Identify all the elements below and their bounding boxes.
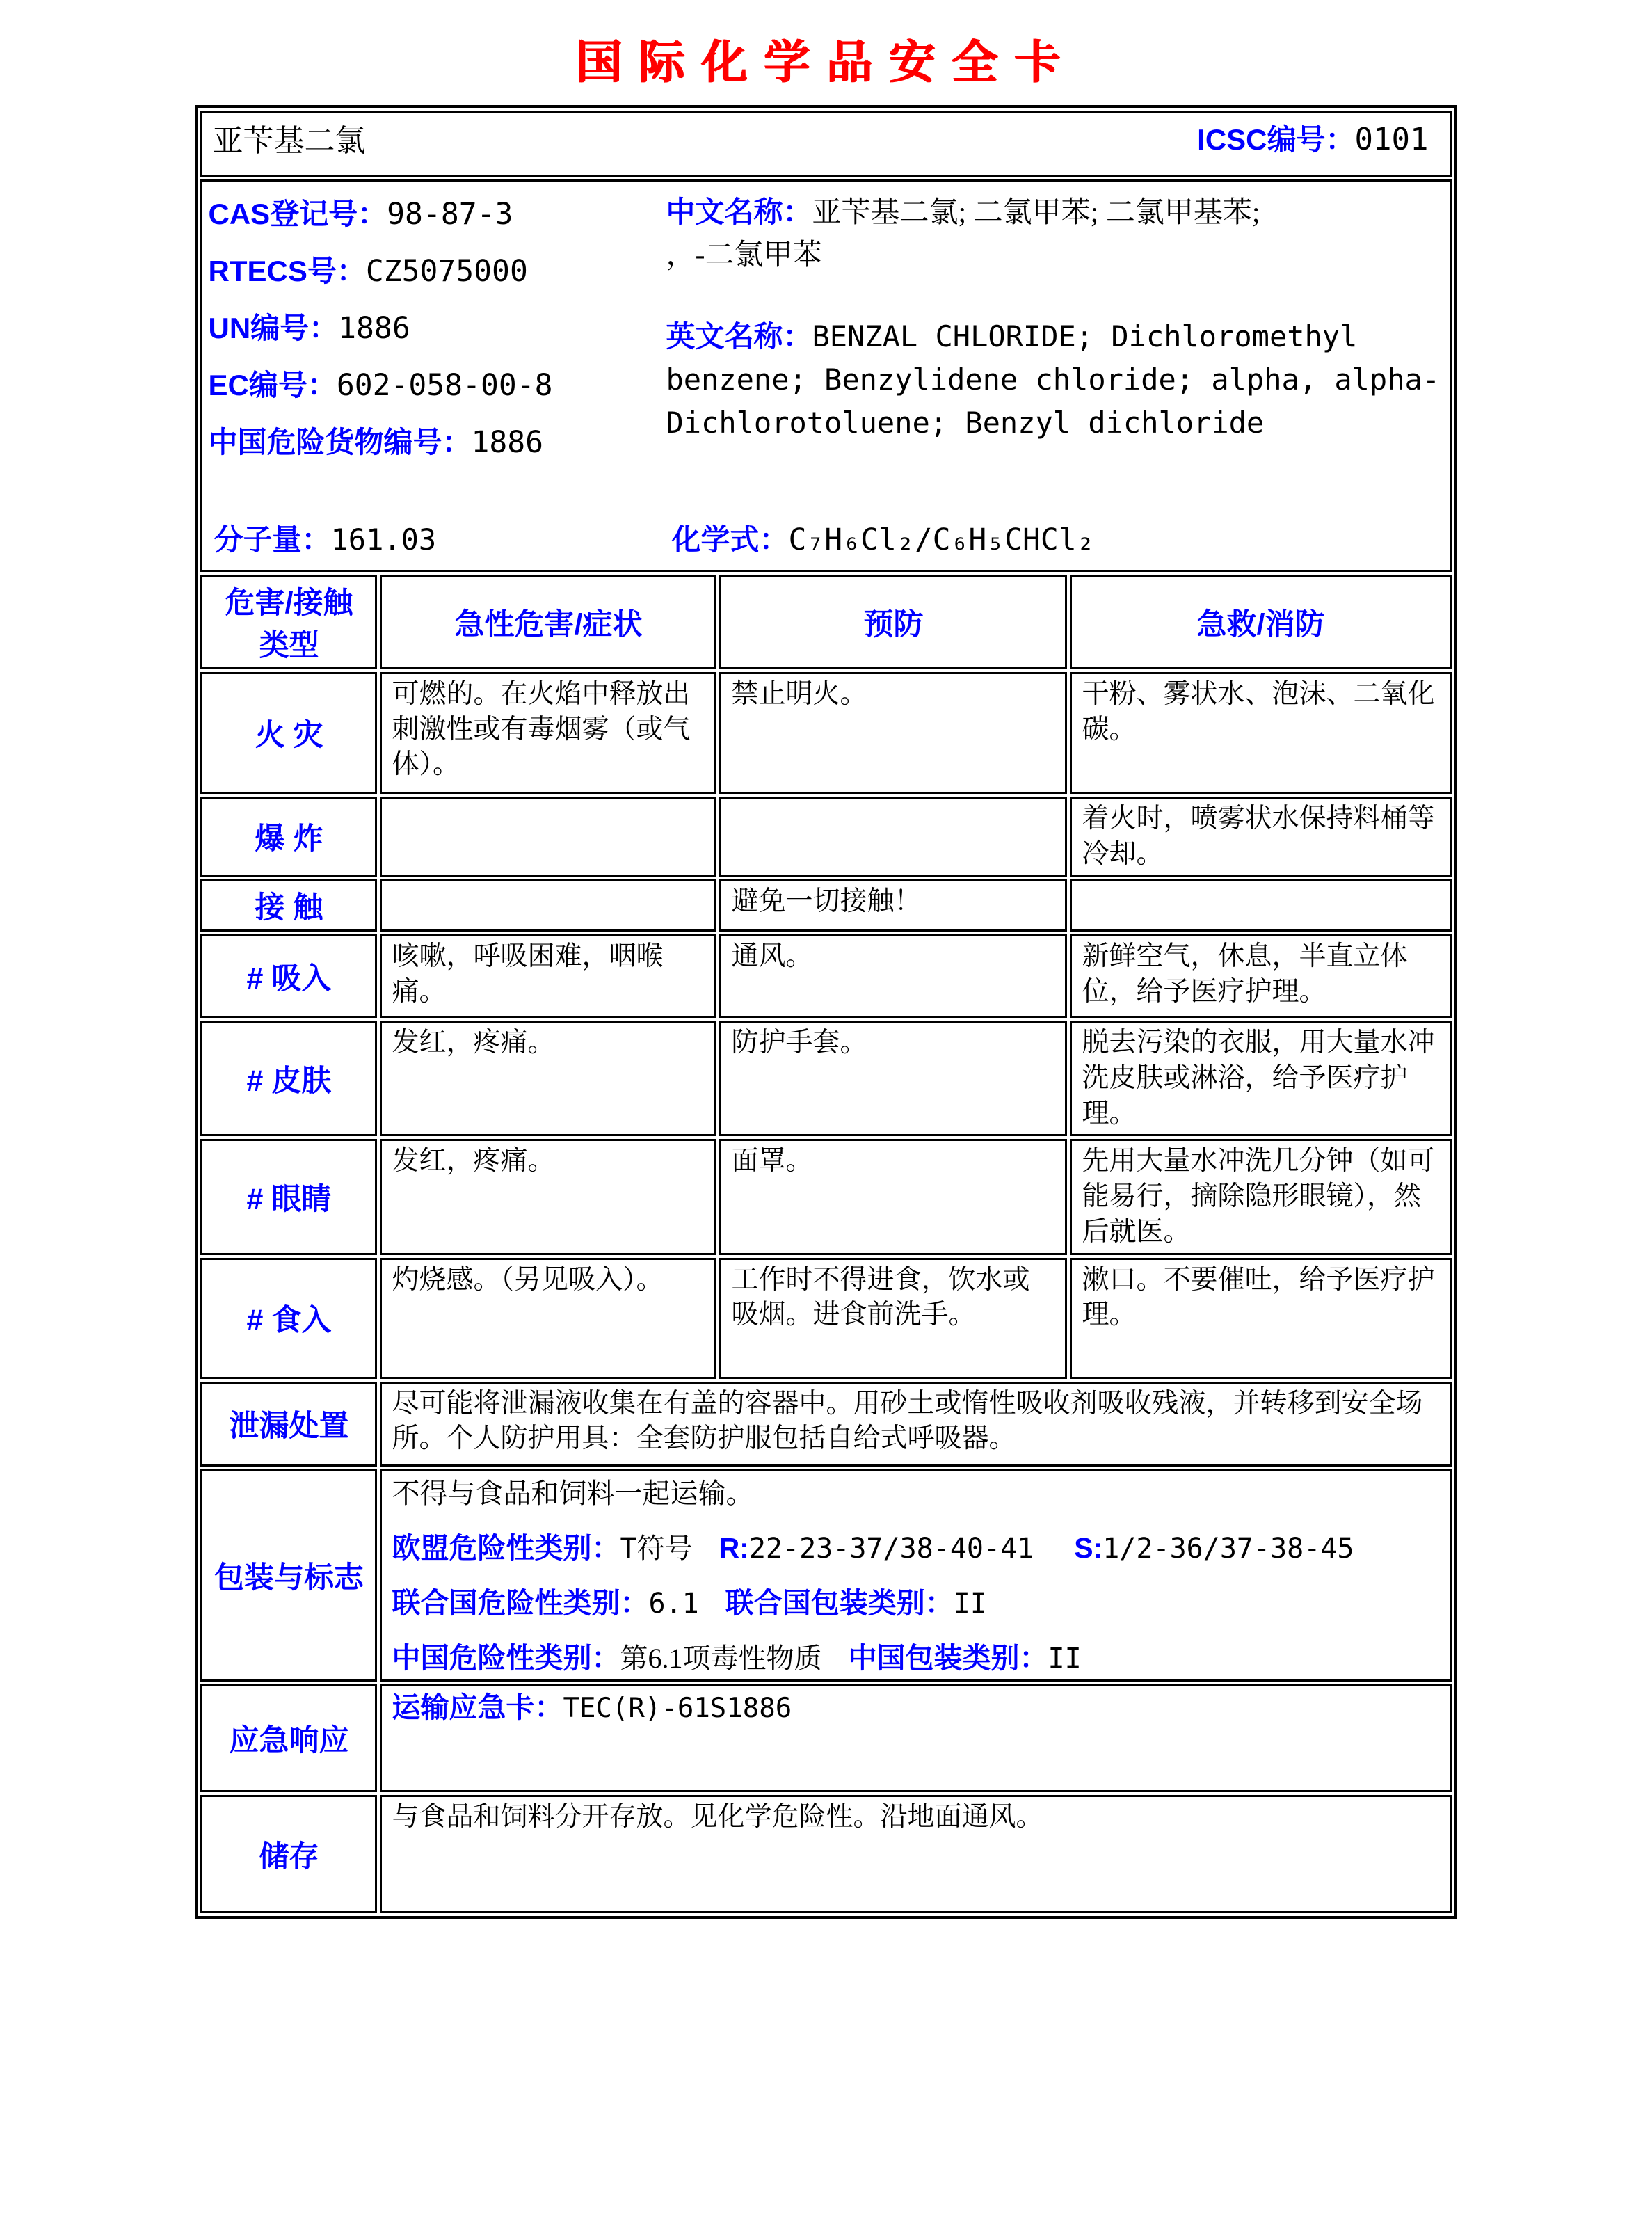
header-first-aid: 急救/消防: [1070, 575, 1451, 669]
table-row-emergency: [200, 1684, 1451, 1792]
un-label: UN编号：: [208, 312, 339, 344]
rtecs-label: RTECS号：: [208, 255, 366, 287]
header-prevention: 预防: [719, 575, 1067, 669]
un-number-line: [208, 305, 653, 347]
cas-value: 98-87-3: [387, 197, 513, 232]
icsc-label: ICSC编号：: [1197, 123, 1355, 156]
packaging-label-cell: 包装与标志: [200, 1469, 377, 1682]
english-name-block: [666, 316, 1443, 445]
fire-symptoms-cell: 可燃的。在火焰中释放出刺激性或有毒烟雾（或气体）。: [380, 672, 716, 794]
safety-card-table: [195, 105, 1457, 1919]
emergency-content-cell: [380, 1684, 1451, 1792]
transport-card-value: TEC(R)-61S1886: [563, 1693, 792, 1725]
ec-value: 602-058-00-8: [336, 368, 553, 403]
header-hazard-type-line2: 类型: [259, 629, 319, 662]
eyes-aid-cell: 先用大量水冲洗几分钟（如可能易行，摘除隐形眼镜），然后就医。: [1070, 1139, 1451, 1254]
icsc-number-group: [1197, 117, 1439, 159]
table-row-spill: [200, 1382, 1451, 1467]
chemical-names: [653, 191, 1443, 517]
un-value: 1886: [338, 311, 410, 346]
exposure-aid-cell: [1070, 879, 1451, 932]
molecular-weight-label: 分子量：: [214, 523, 331, 556]
table-row-skin: [200, 1021, 1451, 1136]
chinese-name-block: [666, 191, 1443, 277]
registry-numbers: [208, 191, 653, 517]
chinese-name-line2: ，-二氯甲苯: [666, 239, 822, 271]
formula-line: [659, 517, 1438, 559]
fire-aid-cell: 干粉、雾状水、泡沫、二氧化碳。: [1070, 672, 1451, 794]
ingestion-prevention-cell: 工作时不得进食，饮水或吸烟。进食前洗手。: [719, 1258, 1067, 1379]
packaging-cn-line: 中国危险性类别：第6.1项毒性物质 中国包装类别：II: [392, 1642, 1082, 1675]
fire-prevention-cell: 禁止明火。: [719, 672, 1067, 794]
table-row-ingestion: [200, 1258, 1451, 1379]
chinese-name-line1: 亚苄基二氯; 二氯甲苯; 二氯甲基苯;: [812, 197, 1260, 229]
formula-label: 化学式：: [671, 523, 789, 556]
english-name-label: 英文名称：: [666, 319, 812, 353]
skin-aid-cell: 脱去污染的衣服，用大量水冲洗皮肤或淋浴，给予医疗护理。: [1070, 1021, 1451, 1136]
spill-label-cell: 泄漏处置: [200, 1382, 377, 1467]
header-hazard-type: [200, 575, 377, 669]
header-symptoms: 急性危害/症状: [380, 575, 716, 669]
chinese-name-label: 中文名称：: [666, 195, 812, 228]
molecular-weight-line: [214, 517, 659, 559]
exposure-symptoms-cell: [380, 879, 716, 932]
table-row-packaging: [200, 1469, 1451, 1682]
packaging-eu-line: 欧盟危险性类别：T符号 R:22-23-37/38-40-41 S:1/2-36/37-38-45: [392, 1531, 1354, 1565]
storage-text-cell: 与食品和饲料分开存放。见化学危险性。沿地面通风。: [380, 1795, 1451, 1913]
packaging-transport-note: 不得与食品和饲料一起运输。: [392, 1477, 754, 1509]
card-title-row: [200, 111, 1451, 177]
skin-prevention-cell: 防护手套。: [719, 1021, 1067, 1136]
table-row-eyes: [200, 1139, 1451, 1254]
spill-text-cell: 尽可能将泄漏液收集在有盖的容器中。用砂土或惰性吸收剂吸收残液，并转移到安全场所。个人防护用具：全套防护服包括自给式呼吸器。: [380, 1382, 1451, 1467]
fire-type-cell: 火 灾: [200, 672, 377, 794]
china-dg-value: 1886: [471, 425, 544, 460]
inhalation-symptoms-cell: 咳嗽，呼吸困难，咽喉痛。: [380, 934, 716, 1018]
identification-cell: [200, 179, 1451, 572]
explosion-aid-cell: 着火时，喷雾状水保持料桶等冷却。: [1070, 797, 1451, 877]
ingestion-type-cell: # 食入: [200, 1258, 377, 1379]
ingestion-aid-cell: 漱口。不要催吐，给予医疗护理。: [1070, 1258, 1451, 1379]
eyes-type-cell: # 眼睛: [200, 1139, 377, 1254]
emergency-label-cell: 应急响应: [200, 1684, 377, 1792]
exposure-prevention-cell: 避免一切接触！: [719, 879, 1067, 932]
ec-number-line: [208, 362, 653, 404]
cas-number-line: [208, 191, 653, 233]
explosion-type-cell: 爆 炸: [200, 797, 377, 877]
table-row-fire: [200, 672, 1451, 794]
table-row-exposure: [200, 879, 1451, 932]
rtecs-number-line: [208, 248, 653, 290]
header-hazard-type-line1: 危害/接触: [225, 586, 353, 620]
transport-card-label: 运输应急卡：: [392, 1691, 563, 1724]
china-dg-number-line: [208, 420, 653, 461]
english-name-value: BENZAL CHLORIDE; Dichloromethyl benzene; Benzylidene chloride; alpha, alpha-Dichlorotoluene; Benzyl dichloride: [666, 319, 1441, 440]
packaging-un-line: 联合国危险性类别：6.1 联合国包装类别：II: [392, 1586, 987, 1620]
page-title: 国际化学品安全卡: [575, 36, 1077, 88]
china-dg-label: 中国危险货物编号：: [208, 426, 472, 458]
inhalation-type-cell: # 吸入: [200, 934, 377, 1018]
skin-type-cell: # 皮肤: [200, 1021, 377, 1136]
table-row-inhalation: [200, 934, 1451, 1018]
skin-symptoms-cell: 发红，疼痛。: [380, 1021, 716, 1136]
substance-name: 亚苄基二氯: [212, 124, 366, 158]
explosion-prevention-cell: [719, 797, 1067, 877]
inhalation-aid-cell: 新鲜空气，休息，半直立体位，给予医疗护理。: [1070, 934, 1451, 1018]
table-row-explosion: [200, 797, 1451, 877]
packaging-content-cell: [380, 1469, 1451, 1682]
storage-label-cell: 储存: [200, 1795, 377, 1913]
formula-value: C₇H₆Cl₂/C₆H₅CHCl₂: [788, 522, 1095, 557]
inhalation-prevention-cell: 通风。: [719, 934, 1067, 1018]
eyes-prevention-cell: 面罩。: [719, 1139, 1067, 1254]
exposure-type-cell: 接 触: [200, 879, 377, 932]
ec-label: EC编号：: [208, 369, 337, 401]
cas-label: CAS登记号：: [208, 198, 387, 230]
ingestion-symptoms-cell: 灼烧感。（另见吸入）。: [380, 1258, 716, 1379]
explosion-symptoms-cell: [380, 797, 716, 877]
eyes-symptoms-cell: 发红，疼痛。: [380, 1139, 716, 1254]
molecular-weight-value: 161.03: [330, 522, 437, 557]
table-row-storage: [200, 1795, 1451, 1913]
rtecs-value: CZ5075000: [365, 254, 528, 289]
icsc-number: 0101: [1354, 122, 1429, 157]
